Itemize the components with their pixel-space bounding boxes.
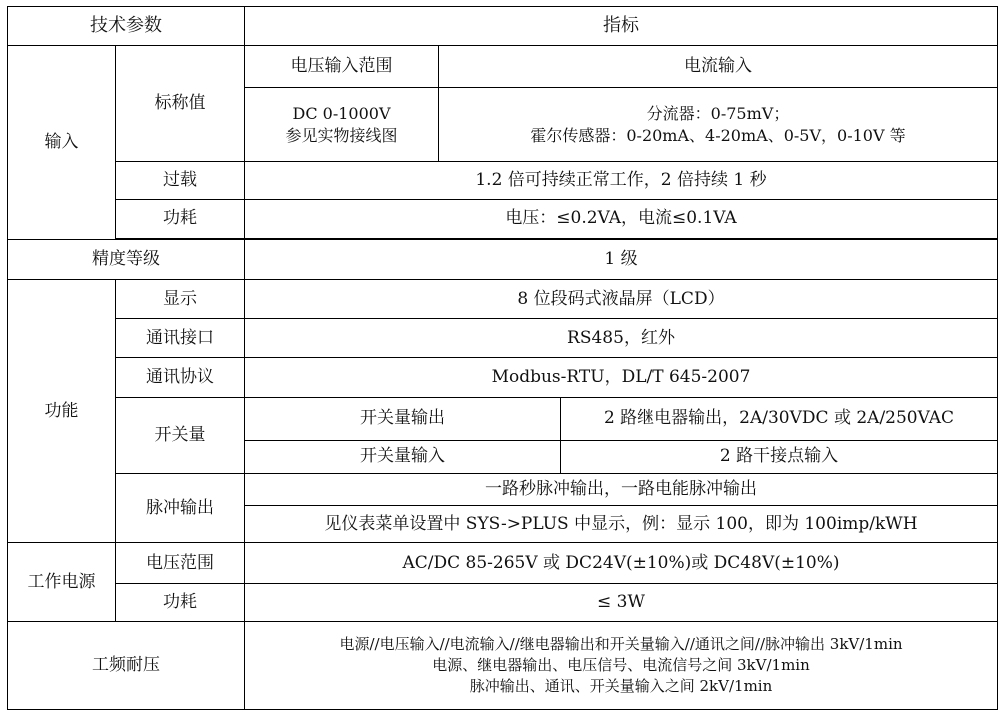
current-line1: 分流器：0-75mV； xyxy=(646,104,790,124)
function-label: 功能 xyxy=(8,280,116,543)
display-value: 8 位段码式液晶屏（LCD） xyxy=(245,280,998,319)
switch-input-label: 开关量输入 xyxy=(245,440,561,474)
table-row xyxy=(8,280,998,319)
header-spec: 指标 xyxy=(245,7,998,46)
table-row xyxy=(8,358,998,398)
current-line2: 霍尔传感器：0-20mA、4-20mA、0-5V，0-10V 等 xyxy=(530,125,906,145)
comm-interface-label: 通讯接口 xyxy=(116,318,245,358)
switch-input-value: 2 路干接点输入 xyxy=(561,440,998,474)
switch-label: 开关量 xyxy=(116,398,245,474)
display-label: 显示 xyxy=(116,280,245,319)
comm-protocol-value: Modbus-RTU，DL/T 645-2007 xyxy=(245,358,998,398)
supply-voltage-value: AC/DC 85-265V 或 DC24V(±10%)或 DC48V(±10%) xyxy=(245,543,998,584)
pulse-line1: 一路秒脉冲输出，一路电能脉冲输出 xyxy=(245,474,998,505)
input-label: 输入 xyxy=(8,45,116,239)
table-row xyxy=(8,398,998,441)
voltage-range-line2: 参见实物接线图 xyxy=(285,125,398,145)
withstand-value xyxy=(245,622,998,710)
comm-interface-value: RS485，红外 xyxy=(245,318,998,358)
withstand-line2: 电源、继电器输出、电压信号、电流信号之间 3kV/1min xyxy=(432,656,810,675)
overload-label: 过载 xyxy=(116,162,245,200)
nominal-label: 标称值 xyxy=(116,45,245,162)
voltage-range-cell xyxy=(245,88,439,162)
pulse-label: 脉冲输出 xyxy=(116,474,245,543)
accuracy-value: 1 级 xyxy=(245,239,998,280)
power-supply-label: 工作电源 xyxy=(8,543,116,622)
table-row xyxy=(8,583,998,622)
table-row xyxy=(8,318,998,358)
table-row xyxy=(8,543,998,584)
current-input-label: 电流输入 xyxy=(439,45,998,88)
current-range-cell xyxy=(439,88,998,162)
voltage-range-line1: DC 0-1000V xyxy=(292,104,391,124)
table-row xyxy=(8,162,998,200)
supply-consumption-value: ≤ 3W xyxy=(245,583,998,622)
withstand-line3: 脉冲输出、通讯、开关量输入之间 2kV/1min xyxy=(469,677,773,696)
overload-value: 1.2 倍可持续正常工作，2 倍持续 1 秒 xyxy=(245,162,998,200)
withstand-line1: 电源//电压输入//电流输入//继电器输出和开关量输入//通讯之间//脉冲输出 3kV/1min xyxy=(339,635,903,654)
table-row xyxy=(8,45,998,88)
supply-consumption-label: 功耗 xyxy=(116,583,245,622)
pulse-line2: 见仪表菜单设置中 SYS->PLUS 中显示，例：显示 100，即为 100imp/kWH xyxy=(245,505,998,543)
table-row xyxy=(8,474,998,505)
switch-output-value: 2 路继电器输出，2A/30VDC 或 2A/250VAC xyxy=(561,398,998,441)
supply-voltage-label: 电压范围 xyxy=(116,543,245,584)
input-power-label: 功耗 xyxy=(116,199,245,238)
spec-table xyxy=(7,6,998,710)
accuracy-label: 精度等级 xyxy=(8,239,245,280)
table-row xyxy=(8,239,998,280)
input-power-value: 电压：≤0.2VA，电流≤0.1VA xyxy=(245,199,998,238)
switch-output-label: 开关量输出 xyxy=(245,398,561,441)
header-param: 技术参数 xyxy=(8,7,245,46)
table-row xyxy=(8,622,998,710)
voltage-input-label: 电压输入范围 xyxy=(245,45,439,88)
comm-protocol-label: 通讯协议 xyxy=(116,358,245,398)
withstand-label: 工频耐压 xyxy=(8,622,245,710)
table-row xyxy=(8,199,998,238)
header-row xyxy=(8,7,998,46)
